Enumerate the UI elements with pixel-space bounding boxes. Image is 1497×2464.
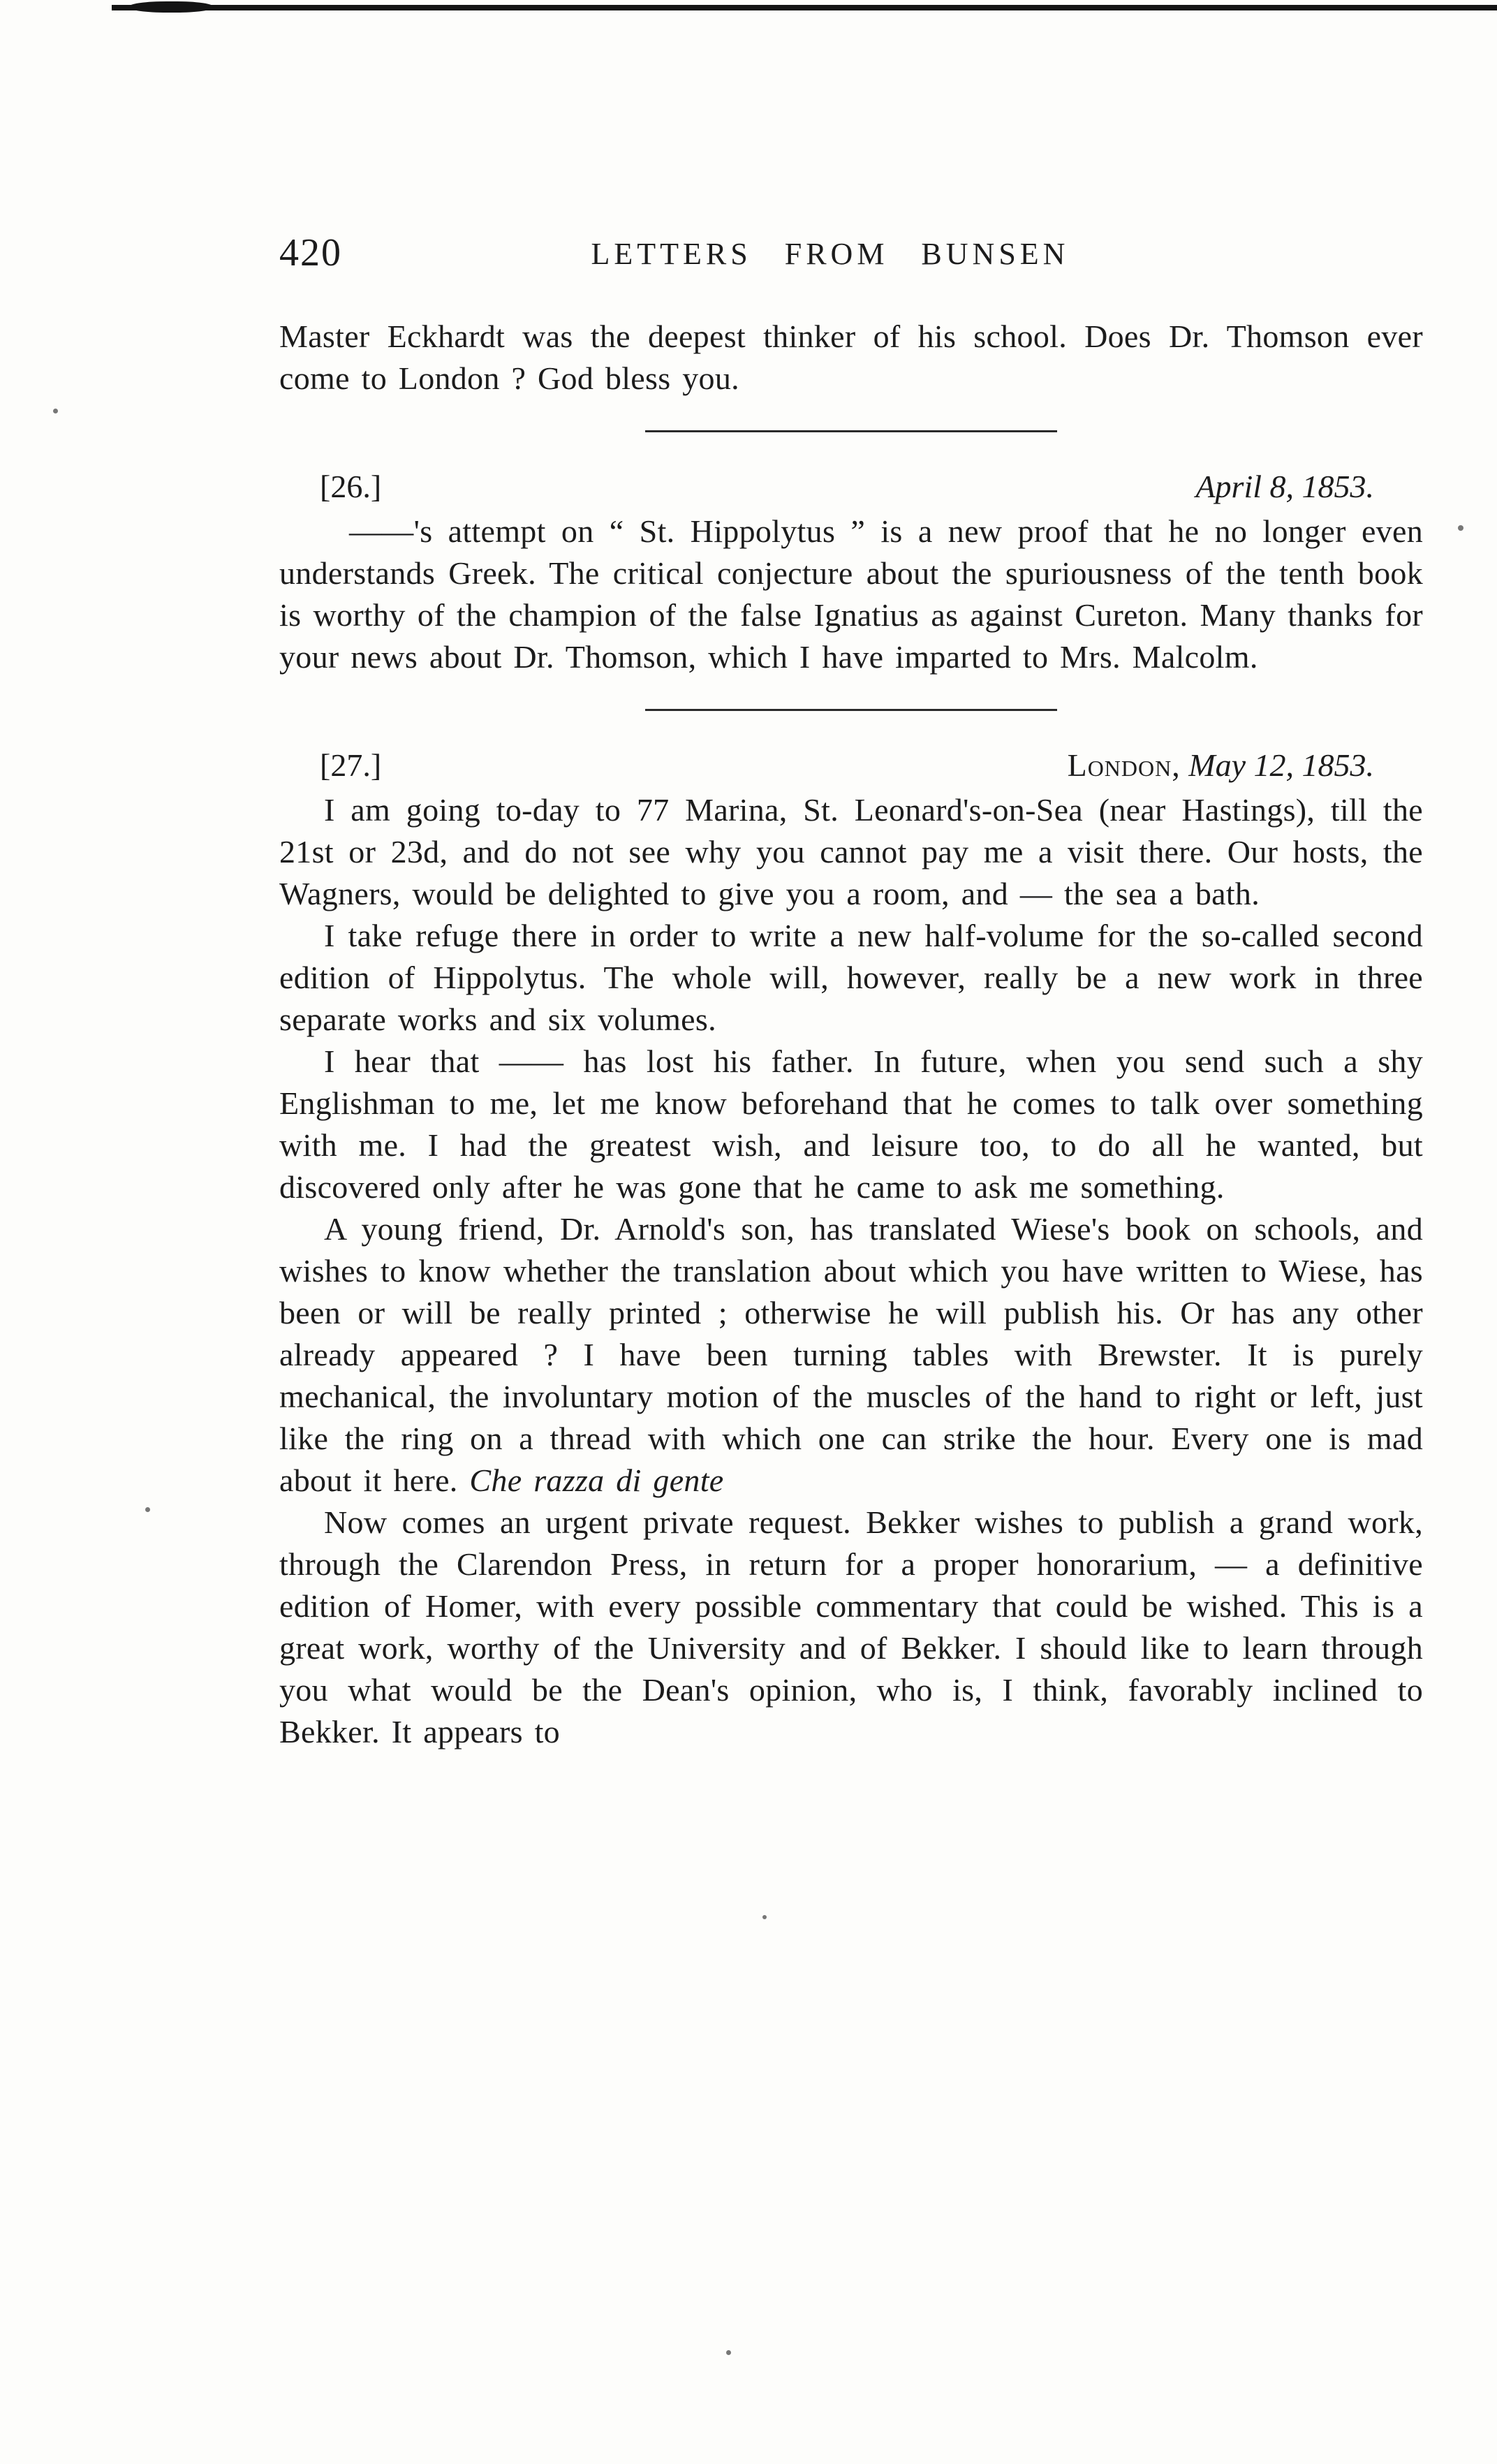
scan-speck: [53, 409, 58, 413]
letter-number-label: [27.]: [320, 747, 382, 783]
letter-27: [279, 745, 1423, 1753]
page-number: 420: [279, 231, 342, 274]
letter-26: [279, 466, 1423, 678]
letter-dateline: [1068, 745, 1374, 786]
section-divider: [645, 709, 1057, 711]
letter-body: [279, 789, 1423, 1753]
scan-edge-artifact: [112, 5, 1497, 10]
section-divider: [645, 430, 1057, 432]
letter-paragraph: I take refuge there in order to write a new half-volume for the so-called second edition of Hippolytus. The whole will, however, really be a new work in three separate works and six volumes.: [279, 918, 1423, 1037]
letter-place-text: London,: [1067, 747, 1181, 783]
page-header: [279, 230, 1423, 275]
letter-paragraph: [279, 1208, 1423, 1502]
letter-paragraph: Now comes an urgent private request. Bekker wishes to publish a grand work, through the Clarendon Press, in return for a proper honorarium, — a definitive edition of Homer, with every possible commentary that could be wished. This is a great work, worthy of the University and of Bekker. I should like to learn through you what would be the Dean's opinion, who is, I think, favorably inclined to Bekker. It appears to: [279, 1504, 1423, 1750]
scan-speck: [1458, 525, 1463, 531]
letter-paragraph-italic-phrase: Che razza di gente: [469, 1462, 724, 1498]
letter-body: [279, 511, 1423, 678]
letter-dateline: [1195, 466, 1374, 508]
letter-heading: [279, 745, 1423, 786]
letter-paragraph: I hear that —— has lost his father. In future, when you send such a shy Englishman to me, let me know beforehand that he comes to talk over something with me. I had the greatest wish, and leisure too, to do all he wanted, but discovered only after he was gone that he came to ask me something.: [279, 1043, 1423, 1205]
letter-number-label: [26.]: [320, 469, 382, 504]
running-head: LETTERS FROM BUNSEN: [591, 237, 1070, 271]
book-page: [279, 0, 1423, 1753]
letter-paragraph: I am going to-day to 77 Marina, St. Leonard's-on-Sea (near Hastings), till the 21st or 23d, and do not see why you cannot pay me a visit there. Our hosts, the Wagners, would be delighted to give you a room, and — the sea a bath.: [279, 792, 1423, 911]
scan-speck: [145, 1507, 150, 1512]
letter-paragraph-text: A young friend, Dr. Arnold's son, has translated Wiese's book on schools, and wishes to know whether the translation about which you have written to Wiese, has been or will be really printed ; otherwise he will publish his. Or has any other already appeared ? I have been turning tables with Brewster. It is purely mechanical, the involuntary motion of the muscles of the hand to right or left, just like the ring on a thread with which one can strike the hour. Every one is mad about it here.: [279, 1211, 1423, 1498]
letter-paragraph: ——'s attempt on “ St. Hippolytus ” is a new proof that he no longer even understands Greek. The critical conjecture about the spuriousness of the tenth book is worthy of the champion of the false Ignatius as against Cureton. Many thanks for your news about Dr. Thomson, which I have imparted to Mrs. Malcolm.: [279, 513, 1423, 675]
letter-date-text: May 12, 1853.: [1188, 747, 1374, 783]
scan-speck: [726, 2350, 731, 2355]
scan-speck: [762, 1915, 767, 1919]
letter-date-text: April 8, 1853.: [1195, 469, 1374, 504]
scan-mark-artifact: [129, 1, 213, 13]
intro-paragraph: Master Eckhardt was the deepest thinker of his school. Does Dr. Thomson ever come to London ? God bless you.: [279, 318, 1423, 396]
letter-heading: [279, 466, 1423, 508]
